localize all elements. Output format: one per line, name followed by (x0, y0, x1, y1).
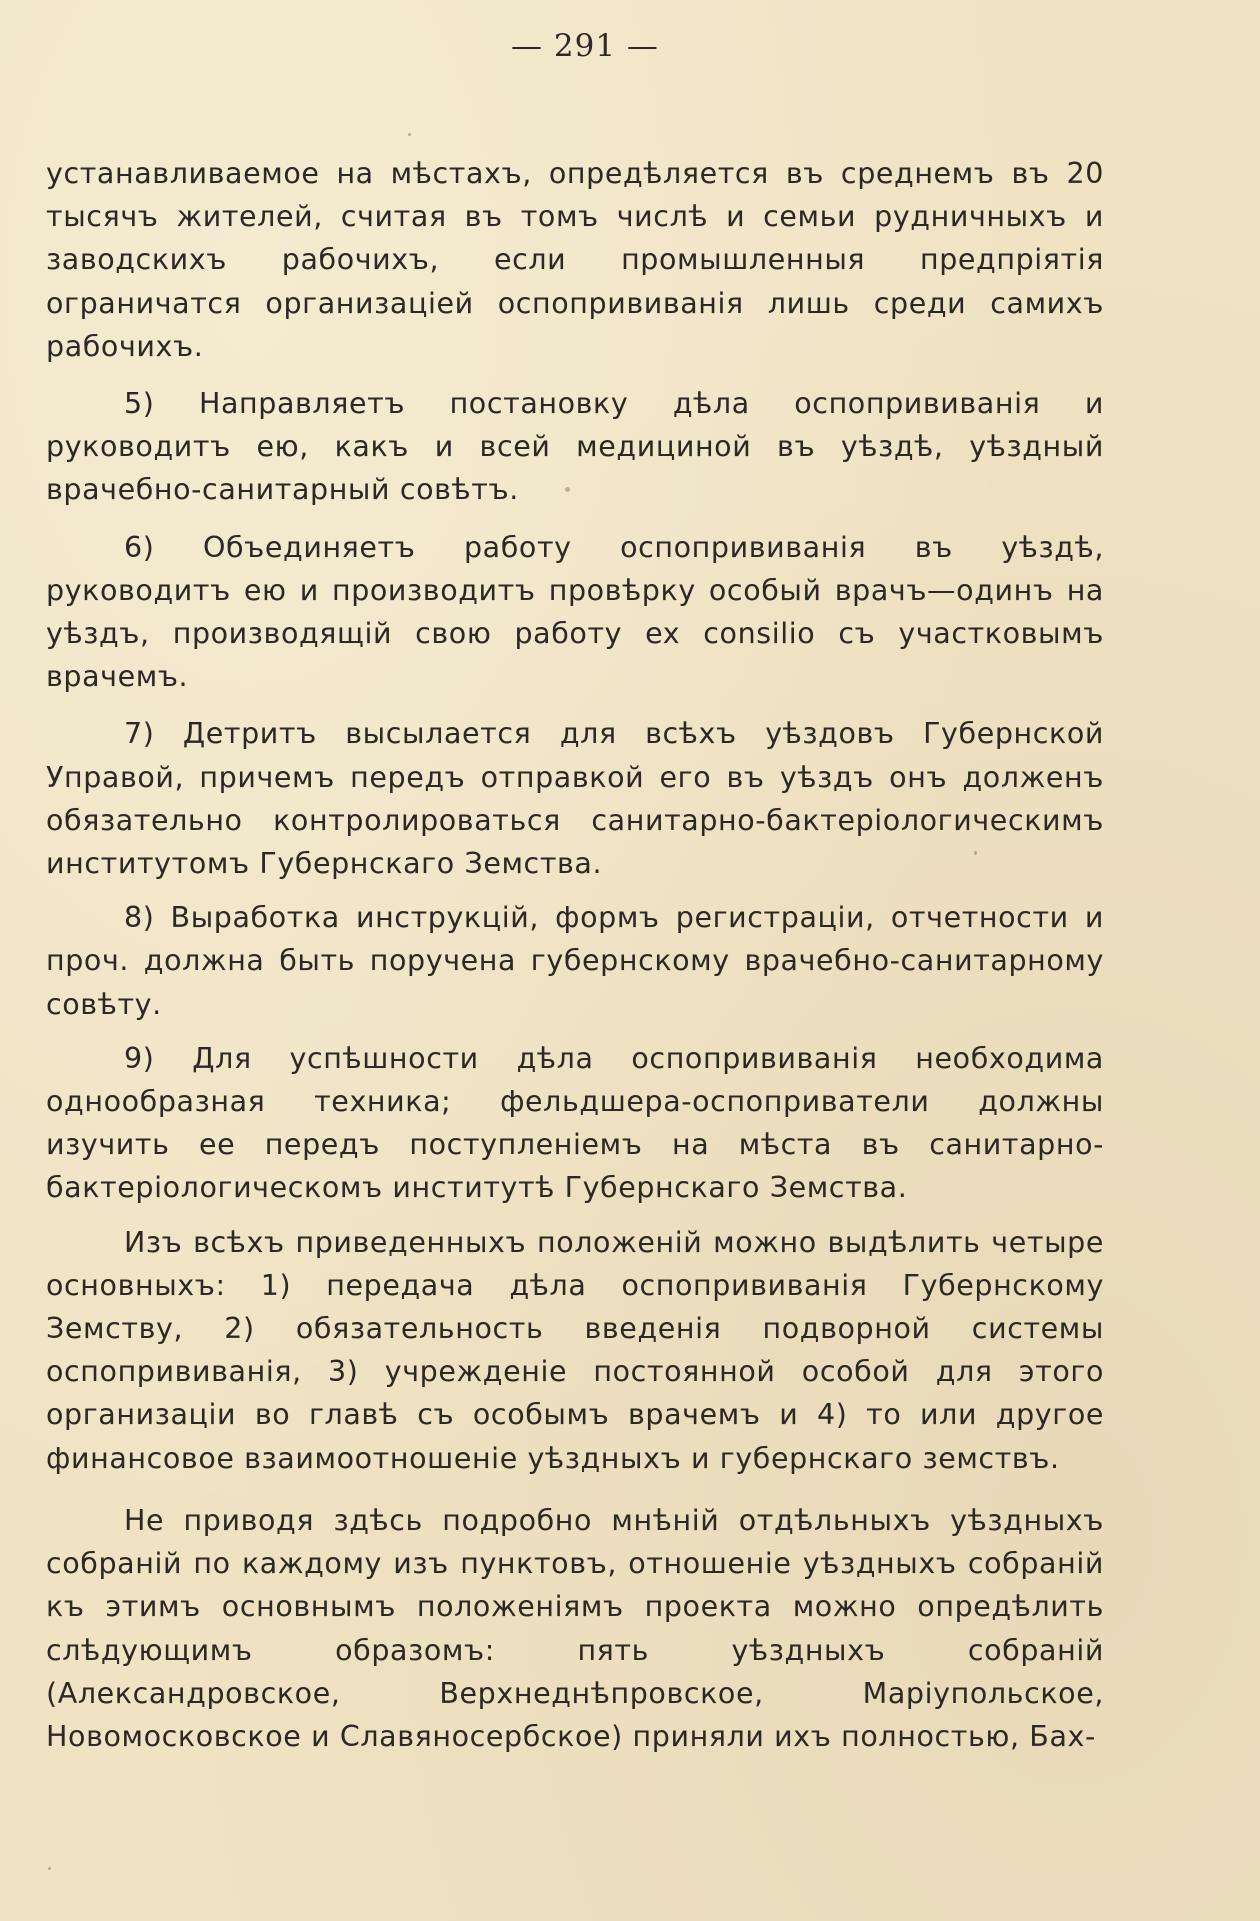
page-number: — 291 — (511, 28, 659, 64)
paper-speck (974, 851, 977, 855)
paper-speck (565, 487, 570, 492)
paragraph-item-8: 8) Выработка инструкцій, формъ регистраціи, отчетности и проч. должна быть поручена губернскому врачебно-санитарному совѣту. (46, 901, 1104, 1021)
paragraph-item-9: 9) Для успѣшности дѣла оспопрививанія необходима однообразная техника; фельдшера-оспоприватели должны изучить ее передъ поступленіемъ на мѣста въ санитарно-бактеріологическомъ институтѣ Губернскаго Земства. (46, 1041, 1104, 1205)
paper-speck (408, 133, 411, 136)
paragraph-summary: Изъ всѣхъ приведенныхъ положеній можно выдѣлить четыре основныхъ: 1) передача дѣла оспопрививанія Губернскому Земству, 2) обязательность введенія подворной системы оспопрививанія, 3) учрежденіе постоянной особой для этого организаціи во главѣ съ особымъ врачемъ и 4) то или другое финансовое взаимоотношеніе уѣздныхъ и губернскаго земствъ. (46, 1225, 1104, 1475)
paragraph-item-7: 7) Детритъ высылается для всѣхъ уѣздовъ Губернской Управой, причемъ передъ отправкой его въ уѣздъ онъ долженъ обязательно контролироваться санитарно-бактеріологическимъ институтомъ Губернскаго Земства. (46, 717, 1104, 881)
body-text (46, 152, 1104, 1758)
paragraph-item-6: 6) Объединяетъ работу оспопрививанія въ уѣздѣ, руководитъ ею и производитъ провѣрку особый врачъ—одинъ на уѣздъ, производящій свою работу ex consilio съ участковымъ врачемъ. (46, 530, 1104, 694)
paragraph-continuation: устанавливаемое на мѣстахъ, опредѣляется въ среднемъ въ 20 тысячъ жителей, считая въ томъ числѣ и семьи рудничныхъ и заводскихъ рабочихъ, если промышленныя предпріятія ограничатся организаціей оспопрививанія лишь среди самихъ рабочихъ. (46, 157, 1104, 363)
paragraph-item-5: 5) Направляетъ постановку дѣла оспопрививанія и руководитъ ею, какъ и всей медициной въ уѣздѣ, уѣздный врачебно-санитарный совѣтъ. (46, 387, 1104, 507)
paragraph-assemblies: Не приводя здѣсь подробно мнѣній отдѣльныхъ уѣздныхъ собраній по каждому изъ пунктовъ, отношеніе уѣздныхъ собраній къ этимъ основнымъ положеніямъ проекта можно опредѣлить слѣдующимъ образомъ: пять уѣздныхъ собраній (Александровское, Верхнеднѣпровское, Маріупольское, Новомосковское и Славяносербское) приняли ихъ полностью, Бах- (46, 1503, 1104, 1753)
paper-speck (48, 1867, 51, 1870)
